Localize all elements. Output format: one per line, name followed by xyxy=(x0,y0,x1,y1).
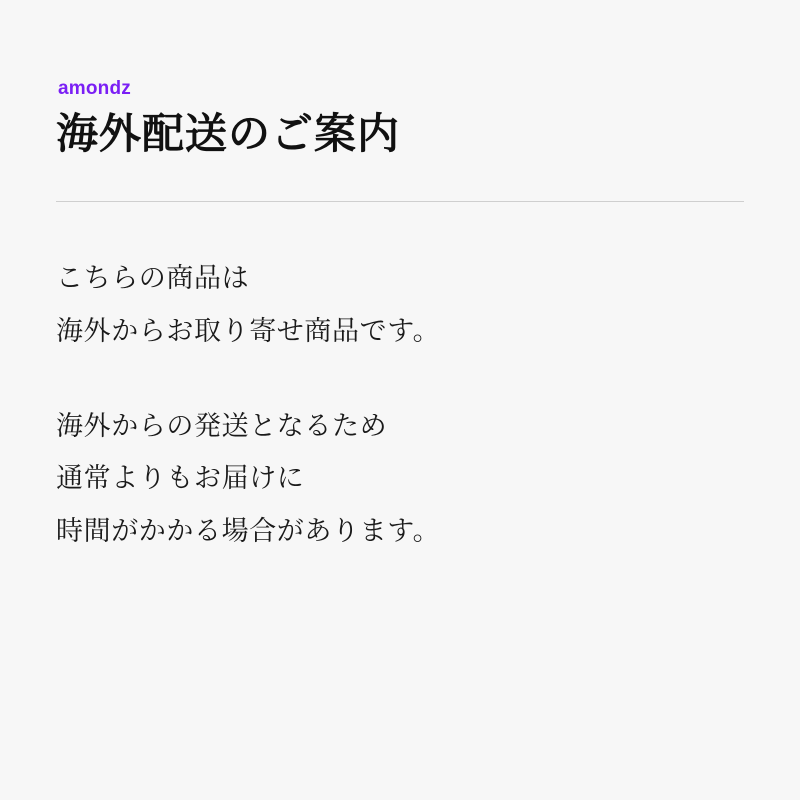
page-title: 海外配送のご案内 xyxy=(56,109,401,157)
body-line: 海外からお取り寄せ商品です。 xyxy=(56,316,441,347)
body-line: 時間がかかる場合があります。 xyxy=(56,515,441,546)
header-divider xyxy=(56,201,744,202)
body-line: 通常よりもお届けに xyxy=(56,463,305,494)
paragraph-first xyxy=(56,252,744,357)
paragraph-second xyxy=(56,400,744,558)
brand-logo: amondz xyxy=(58,78,131,99)
body-line: こちらの商品は xyxy=(56,263,250,294)
body-line: 海外からの発送となるため xyxy=(56,410,388,441)
notice-body xyxy=(56,252,744,557)
paragraph-spacer xyxy=(56,358,744,400)
